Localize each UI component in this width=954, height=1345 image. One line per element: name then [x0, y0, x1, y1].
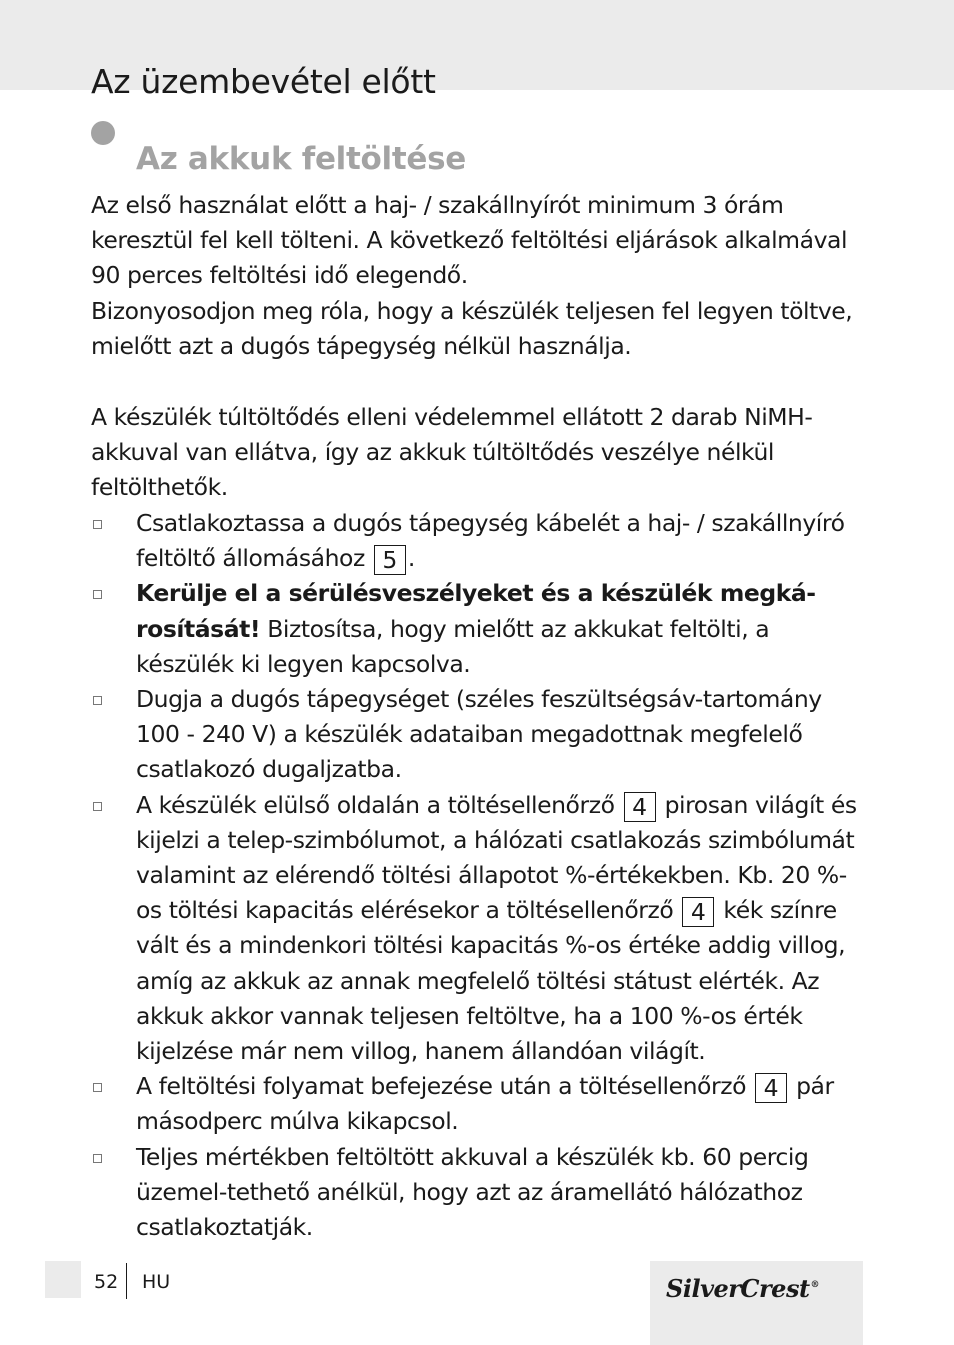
footer-divider — [126, 1263, 127, 1299]
page-title: Az üzembevétel előtt — [91, 62, 436, 102]
list-item — [91, 1069, 871, 1139]
list-item — [91, 506, 871, 576]
checkbox-bullet-icon — [93, 590, 102, 599]
list-item — [91, 682, 871, 788]
part-reference: 4 — [682, 897, 714, 927]
page-number: 52 — [94, 1271, 119, 1293]
checkbox-bullet-icon — [93, 1154, 102, 1163]
brand-logo — [666, 1268, 819, 1306]
part-reference: 5 — [374, 545, 406, 575]
step-text: Csatlakoztassa a dugós tápegység kábelét a haj- / szakállnyíró feltöltő állomásához — [136, 509, 845, 573]
instruction-list — [91, 506, 871, 1245]
charge-note-paragraph: Bizonyosodjon meg róla, hogy a készülék teljesen fel legyen töltve, mielőtt azt a dugós tápegység nélkül használja. — [91, 297, 853, 361]
step-text: kék színre vált és a mindenkori töltési kapacitás %-os értéke addig villog, amíg az akkuk az annak megfelelő töltési státust elérték. Az akkuk akkor vannak teljesen feltöltve, ha a 100 %-os érték kijelzése már nem villog, hanem állandóan világít. — [136, 896, 846, 1066]
footer-tab — [45, 1261, 81, 1298]
step-text: . — [407, 544, 415, 573]
step-text: Biztosítsa, hogy mielőtt az akkukat feltölti, a készülék ki legyen kapcsolva. — [136, 614, 770, 678]
registered-mark: ® — [810, 1280, 820, 1290]
list-item — [91, 788, 871, 1070]
step-text: pirosan világít és kijelzi a telep-szimbólumot, a hálózati csatlakozás szimbólumát valamint az elérendő töltési állapotot %-értékekben. Kb. 20 %-os töltési kapacitás elérésekor a töltésellenőrző — [136, 790, 857, 925]
checkbox-bullet-icon — [93, 520, 102, 529]
checkbox-bullet-icon — [93, 1083, 102, 1092]
brand-name: SilverCrest — [666, 1274, 810, 1303]
step-text: A feltöltési folyamat befejezése után a töltésellenőrző — [136, 1072, 747, 1101]
language-code: HU — [142, 1271, 171, 1293]
section-heading: Az akkuk feltöltése — [136, 140, 466, 177]
part-reference: 4 — [755, 1073, 787, 1103]
step-text: A készülék elülső oldalán a töltésellenőrző — [136, 790, 615, 819]
checkbox-bullet-icon — [93, 696, 102, 705]
section-bullet-icon — [91, 121, 115, 145]
warning-text: Kerülje el a sérülésveszélyeket és a készülék megká-rosítását! — [136, 579, 816, 643]
list-item — [91, 1140, 871, 1246]
part-reference: 4 — [624, 792, 656, 822]
step-text: Teljes mértékben feltöltött akkuval a készülék kb. 60 percig üzemel-tethető anélkül, hogy azt az áramellátó hálózathoz csatlakoztatják. — [136, 1142, 809, 1242]
checkbox-bullet-icon — [93, 802, 102, 811]
battery-paragraph: A készülék túltöltődés elleni védelemmel ellátott 2 darab NiMH-akkuval van ellátva, így az akkuk túltöltődés veszélye nélkül feltölthetők. — [91, 403, 813, 502]
list-item — [91, 576, 871, 682]
step-text: pár másodperc múlva kikapcsol. — [136, 1072, 834, 1136]
step-text: Dugja a dugós tápegységet (széles feszültségsáv-tartomány 100 - 240 V) a készülék adataiban megadottnak megfelelő csatlakozó dugaljzatba. — [136, 685, 822, 784]
intro-paragraph: Az első használat előtt a haj- / szakállnyírót minimum 3 órám keresztül fel kell tölteni. A következő feltöltési eljárások alkalmával 90 perces feltöltési idő elegendő. — [91, 191, 848, 290]
